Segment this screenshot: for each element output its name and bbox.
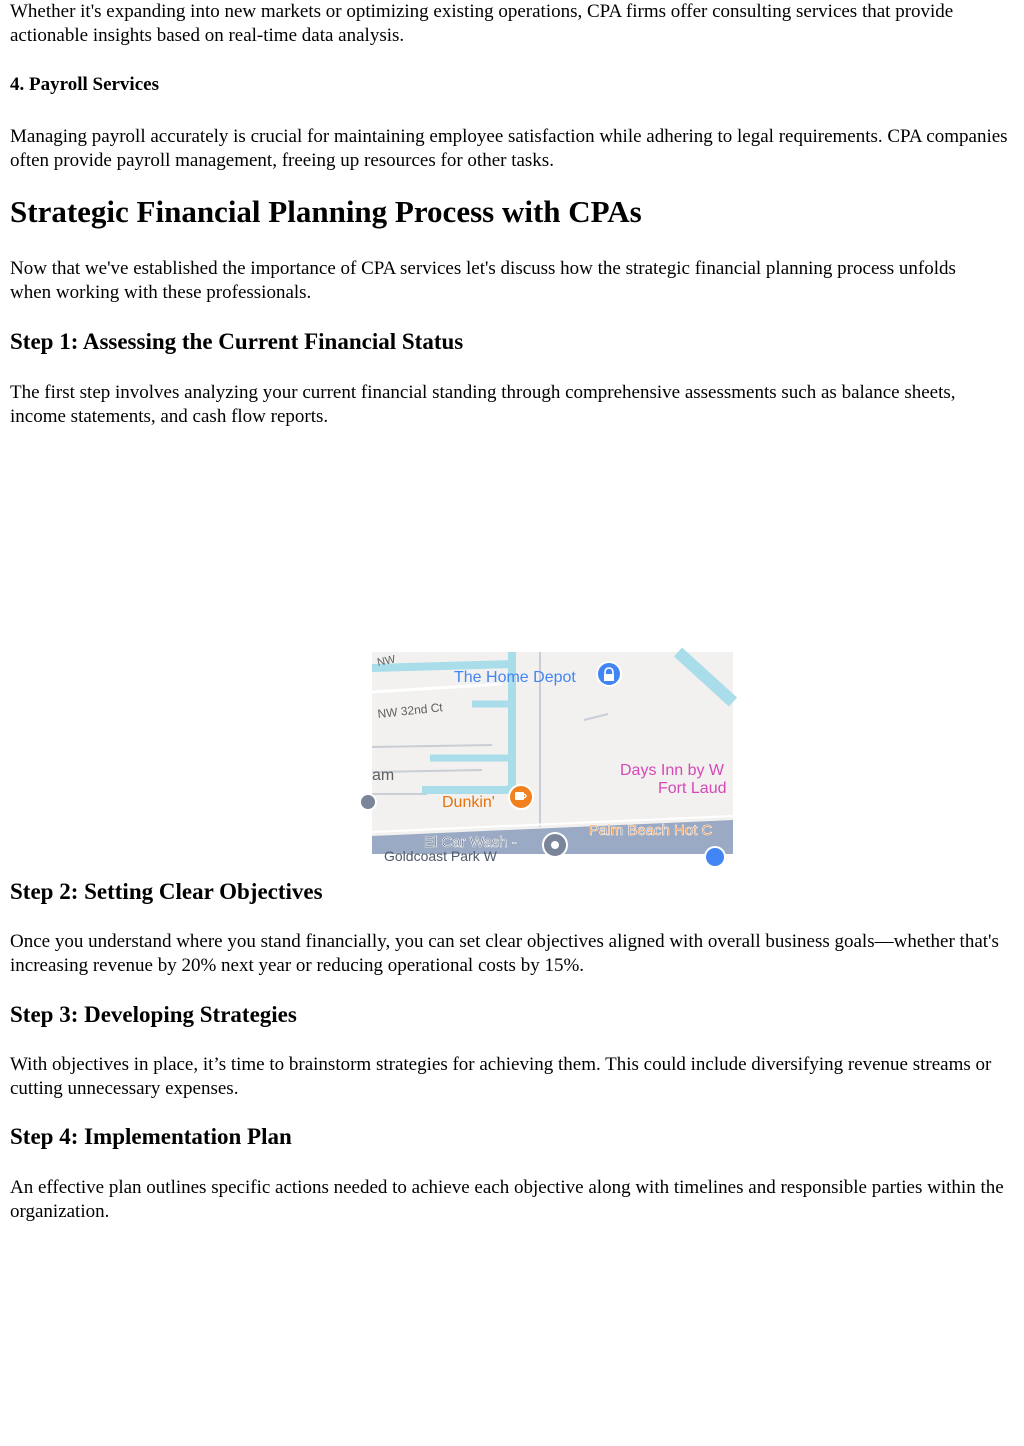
- bottom-right-pin-icon: [705, 847, 725, 867]
- left-edge-pin-icon: [360, 794, 376, 810]
- map-label-car-wash: El Car Wash -: [424, 834, 517, 851]
- map-label-days-inn-1: Days Inn by W: [620, 762, 725, 779]
- payroll-paragraph: Managing payroll accurately is crucial for maintaining employee satisfaction while adhering to legal requirements. CPA companies often provide payroll management, freeing up resources for other tasks.: [10, 126, 1008, 171]
- map-label-days-inn-2: Fort Laud: [658, 780, 727, 797]
- step4-paragraph: An effective plan outlines specific actions needed to achieve each objective along with timelines and responsible parties within the organization.: [10, 1177, 1004, 1222]
- map-label-dunkin: Dunkin': [442, 794, 495, 811]
- step1-paragraph: The first step involves analyzing your current financial standing through comprehensive assessments such as balance sheets, income statements, and cash flow reports.: [10, 382, 956, 427]
- step2-heading: Step 2: Setting Clear Objectives: [10, 879, 323, 904]
- map-label-nw-32nd: NW 32nd Ct: [376, 700, 444, 721]
- map-label-palm-beach: Palm Beach Hot C: [589, 822, 713, 839]
- map-image: [372, 652, 733, 864]
- car-wash-pin-icon: [543, 833, 567, 857]
- map-label-am: am: [372, 767, 395, 784]
- intro-paragraph: Whether it's expanding into new markets or optimizing existing operations, CPA firms offer consulting services that provide actionable insights based on real-time data analysis.: [10, 1, 954, 46]
- map-label-nw: NW: [376, 653, 397, 669]
- map-label-home-depot: The Home Depot: [454, 669, 576, 686]
- map-graphic: [372, 652, 733, 864]
- step3-paragraph: With objectives in place, it’s time to brainstorm strategies for achieving them. This could include diversifying revenue streams or cutting unnecessary expenses.: [10, 1054, 992, 1099]
- payroll-heading: 4. Payroll Services: [10, 74, 159, 95]
- step3-heading: Step 3: Developing Strategies: [10, 1002, 297, 1027]
- dunkin-pin-icon: [509, 785, 533, 809]
- step2-paragraph: Once you understand where you stand financially, you can set clear objectives aligned with overall business goals—whether that's increasing revenue by 20% next year or reducing operational costs by 15%.: [10, 931, 999, 976]
- section-intro: Now that we've established the importance of CPA services let's discuss how the strategic financial planning process unfolds when working with these professionals.: [10, 258, 956, 303]
- map-label-car-wash-2: Goldcoast Park W: [384, 848, 497, 864]
- section-title: Strategic Financial Planning Process with CPAs: [10, 194, 642, 229]
- step4-heading: Step 4: Implementation Plan: [10, 1124, 292, 1149]
- step1-heading: Step 1: Assessing the Current Financial Status: [10, 329, 464, 354]
- home-depot-pin-icon: [597, 662, 621, 686]
